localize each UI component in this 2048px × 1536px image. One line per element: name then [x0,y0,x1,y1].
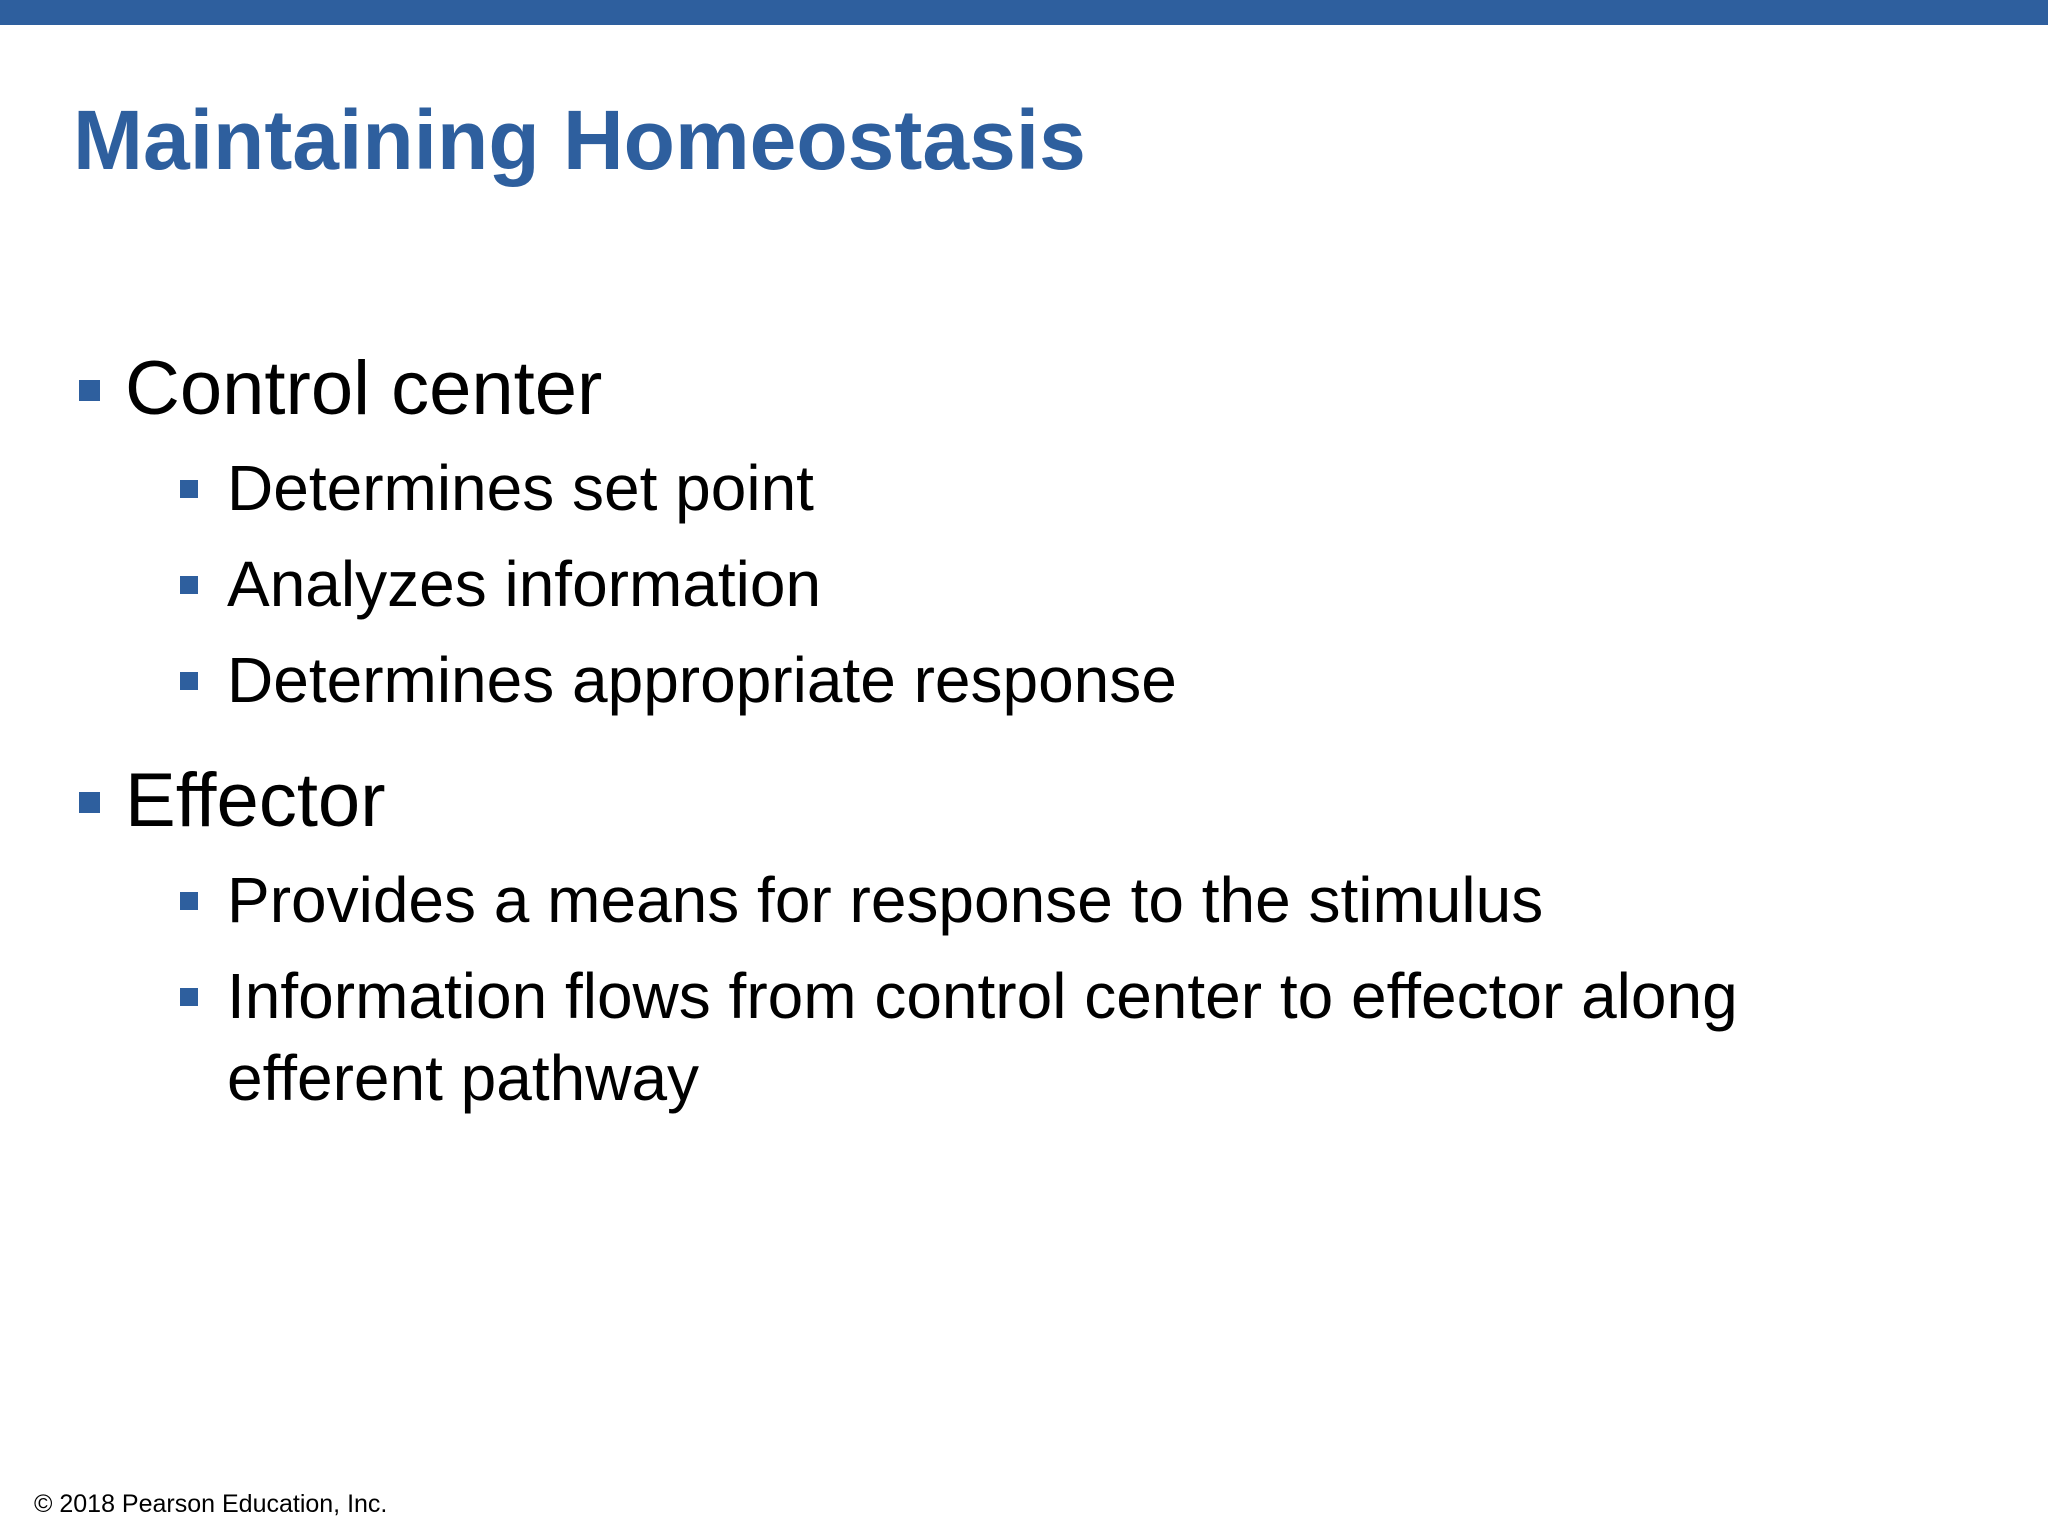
sub-bullet-label: Information flows from control center to effector along [227,960,1738,1032]
sub-bullet-analyzes [180,542,821,626]
bullet-effector [79,756,386,846]
sub-bullet-means [180,858,1543,942]
sub-bullet-label: efferent pathway [227,1042,700,1114]
square-bullet-icon [180,892,198,910]
sub-bullet-info-flows-continued [180,1036,699,1120]
sub-bullet-set-point [180,446,814,530]
bullet-label: Effector [125,758,386,843]
square-bullet-icon [180,576,198,594]
square-bullet-icon [180,672,198,690]
sub-bullet-label: Determines appropriate response [227,644,1177,716]
square-bullet-icon [79,380,100,401]
top-accent-bar [0,0,2048,25]
square-bullet-icon [180,480,198,498]
bullet-control-center [79,344,602,434]
copyright-footer: © 2018 Pearson Education, Inc. [34,1490,388,1518]
sub-bullet-info-flows [180,954,1738,1038]
square-bullet-icon [180,988,198,1006]
bullet-label: Control center [125,346,603,431]
slide-title: Maintaining Homeostasis [73,93,1086,187]
sub-bullet-label: Analyzes information [227,548,822,620]
sub-bullet-label: Provides a means for response to the stimulus [227,864,1544,936]
sub-bullet-label: Determines set point [227,452,814,524]
square-bullet-icon [79,792,100,813]
sub-bullet-response [180,638,1177,722]
